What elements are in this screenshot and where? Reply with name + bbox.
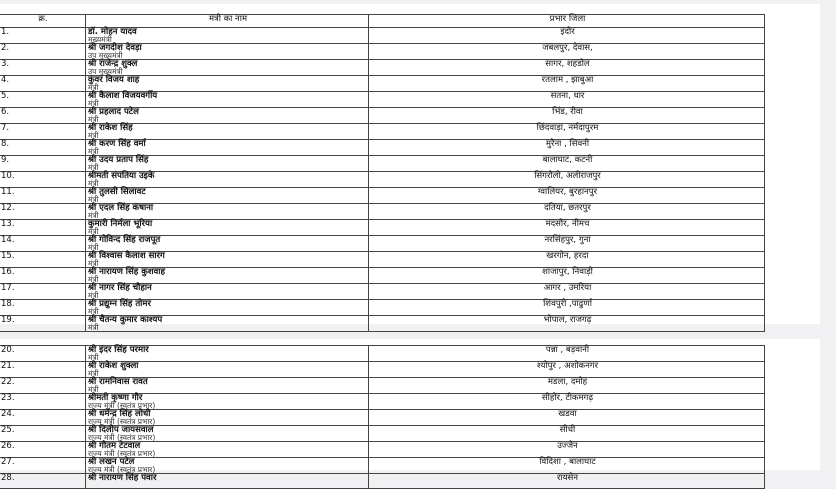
in-charge-district: सागर, शहडोल <box>369 60 765 76</box>
minister-designation: मंत्री <box>88 163 99 172</box>
minister-designation: मंत्री <box>88 243 99 252</box>
minister-cell <box>86 44 369 60</box>
minister-name: श्री राजेन्द्र शुक्ल <box>88 59 138 69</box>
serial-number: 18. <box>0 300 86 316</box>
serial-number: 16. <box>0 268 86 284</box>
header-district: प्रभार जिला <box>369 15 765 28</box>
table-row <box>0 220 765 236</box>
minister-cell <box>86 156 369 172</box>
table-body-page-2 <box>0 346 765 489</box>
minister-name: श्री करण सिंह वर्मा <box>88 139 146 149</box>
table-row <box>0 28 765 44</box>
table-row <box>0 474 765 489</box>
minister-name: श्री कैलाश विजयवर्गीय <box>88 91 158 101</box>
minister-cell <box>86 172 369 188</box>
in-charge-district: सतना, धार <box>369 92 765 108</box>
in-charge-district: उज्जैन <box>369 442 765 458</box>
minister-cell <box>86 92 369 108</box>
in-charge-district: छिंदवाड़ा, नर्मदापुरम <box>369 124 765 140</box>
in-charge-district: शिवपुरी ,पांढुर्णा <box>369 300 765 316</box>
table-row <box>0 60 765 76</box>
minister-cell <box>86 236 369 252</box>
table-row <box>0 108 765 124</box>
minister-cell <box>86 124 369 140</box>
minister-designation: मंत्री <box>88 307 99 316</box>
header-serial: क्र. <box>0 15 86 28</box>
serial-number: 15. <box>0 252 86 268</box>
minister-designation: राज्य मंत्री (स्वतंत्र प्रभार) <box>88 417 156 426</box>
table-row <box>0 410 765 426</box>
serial-number: 20. <box>0 346 86 362</box>
minister-cell <box>86 252 369 268</box>
serial-number: 8. <box>0 140 86 156</box>
minister-cell <box>86 442 369 458</box>
minister-name: श्री इंदर सिंह परमार <box>88 345 149 355</box>
serial-number: 9. <box>0 156 86 172</box>
in-charge-district: सीहोर, टीकमगढ़ <box>369 394 765 410</box>
serial-number: 13. <box>0 220 86 236</box>
document-page-2 <box>0 339 820 483</box>
table-row <box>0 362 765 378</box>
serial-number: 24. <box>0 410 86 426</box>
serial-number: 14. <box>0 236 86 252</box>
table-row <box>0 188 765 204</box>
in-charge-district: मंडला, दमोह <box>369 378 765 394</box>
serial-number: 26. <box>0 442 86 458</box>
serial-number: 25. <box>0 426 86 442</box>
serial-number: 22. <box>0 378 86 394</box>
minister-designation: मंत्री <box>88 323 99 332</box>
in-charge-district: पन्ना , बड़वानी <box>369 346 765 362</box>
serial-number: 3. <box>0 60 86 76</box>
minister-designation: मंत्री <box>88 385 99 394</box>
minister-designation: राज्य मंत्री (स्वतंत्र प्रभार) <box>88 465 156 474</box>
table-row <box>0 346 765 362</box>
minister-name: श्री राकेश सिंह <box>88 123 133 133</box>
table-row <box>0 426 765 442</box>
serial-number: 17. <box>0 284 86 300</box>
table-row <box>0 236 765 252</box>
serial-number: 23. <box>0 394 86 410</box>
minister-table-page-1 <box>0 14 765 332</box>
minister-cell <box>86 204 369 220</box>
table-row <box>0 156 765 172</box>
minister-cell <box>86 268 369 284</box>
in-charge-district: भिंड, रीवा <box>369 108 765 124</box>
in-charge-district: बालाघाट, कटनी <box>369 156 765 172</box>
minister-designation: उप मुख्यमंत्री <box>88 51 123 60</box>
in-charge-district: जबलपुर, देवास, <box>369 44 765 60</box>
table-row <box>0 316 765 332</box>
table-row <box>0 124 765 140</box>
minister-designation: मंत्री <box>88 353 99 362</box>
in-charge-district: खंडवा <box>369 410 765 426</box>
minister-name: श्रीमती कृष्णा गौर <box>88 393 143 403</box>
serial-number: 12. <box>0 204 86 220</box>
minister-cell <box>86 220 369 236</box>
minister-name: श्री चैतन्य कुमार काश्यप <box>88 315 163 325</box>
minister-name: श्री राकेश शुक्ला <box>88 361 139 371</box>
table-row <box>0 204 765 220</box>
minister-name: श्री गोविन्द सिंह राजपूत <box>88 235 161 245</box>
in-charge-district: सिंगरौली, अलीराजपुर <box>369 172 765 188</box>
minister-name: कुंवर विजय शाह <box>88 75 140 85</box>
minister-designation: मंत्री <box>88 83 99 92</box>
table-row <box>0 378 765 394</box>
minister-name: श्री धर्मेन्द्र सिंह लोधी <box>88 409 151 419</box>
minister-cell <box>86 108 369 124</box>
minister-name: डॉ. मोहन यादव <box>88 27 137 37</box>
minister-name: श्री नारायण सिंह पंवार <box>88 473 157 483</box>
minister-name: श्री दिलीप जायसवाल <box>88 425 154 435</box>
minister-cell <box>86 346 369 362</box>
minister-cell <box>86 316 369 332</box>
table-row <box>0 92 765 108</box>
minister-name: श्री प्रहलाद पटेल <box>88 107 139 117</box>
minister-designation: मंत्री <box>88 369 99 378</box>
minister-name: श्री जगदीश देवड़ा <box>88 43 142 53</box>
in-charge-district: दतिया, छतरपुर <box>369 204 765 220</box>
minister-cell <box>86 410 369 426</box>
table-row <box>0 394 765 410</box>
serial-number: 27. <box>0 458 86 474</box>
table-row <box>0 76 765 92</box>
in-charge-district: खरगोन, हरदा <box>369 252 765 268</box>
minister-cell <box>86 140 369 156</box>
minister-name: श्री रामनिवास रावत <box>88 377 148 387</box>
document-page-1 <box>0 4 820 332</box>
minister-cell <box>86 28 369 44</box>
minister-designation: राज्य मंत्री (स्वतंत्र प्रभार) <box>88 449 156 458</box>
in-charge-district: श्योपुर , अशोकनगर <box>369 362 765 378</box>
in-charge-district: मंदसौर, नीमच <box>369 220 765 236</box>
minister-designation: मंत्री <box>88 115 99 124</box>
minister-designation: राज्य मंत्री (स्वतंत्र प्रभार) <box>88 401 156 410</box>
table-row <box>0 172 765 188</box>
table-row <box>0 252 765 268</box>
minister-designation: मंत्री <box>88 99 99 108</box>
in-charge-district: सीधी <box>369 426 765 442</box>
serial-number: 1. <box>0 28 86 44</box>
minister-name: श्रीमती संपतिया उइके <box>88 171 155 181</box>
table-row <box>0 140 765 156</box>
header-minister-name: मंत्री का नाम <box>86 15 369 28</box>
minister-designation: मंत्री <box>88 211 99 220</box>
minister-name: श्री नारायण सिंह कुशवाह <box>88 267 165 277</box>
minister-cell <box>86 76 369 92</box>
in-charge-district: मुरैना , सिवनी <box>369 140 765 156</box>
minister-designation: मंत्री <box>88 259 99 268</box>
minister-cell <box>86 378 369 394</box>
minister-name: श्री नागर सिंह चौहान <box>88 283 152 293</box>
minister-name: श्री एदल सिंह कंषाना <box>88 203 154 213</box>
serial-number: 5. <box>0 92 86 108</box>
minister-cell <box>86 474 369 489</box>
serial-number: 7. <box>0 124 86 140</box>
in-charge-district: ग्वालियर, बुरहानपुर <box>369 188 765 204</box>
minister-cell <box>86 394 369 410</box>
minister-designation: मंत्री <box>88 179 99 188</box>
in-charge-district: आगर , उमरिया <box>369 284 765 300</box>
minister-designation: मंत्री <box>88 291 99 300</box>
minister-cell <box>86 300 369 316</box>
serial-number: 10. <box>0 172 86 188</box>
table-row <box>0 268 765 284</box>
table-row <box>0 442 765 458</box>
table-row <box>0 300 765 316</box>
minister-designation: राज्य मंत्री (स्वतंत्र प्रभार) <box>88 433 156 442</box>
minister-cell <box>86 458 369 474</box>
in-charge-district: विदिशा , बालाघाट <box>369 458 765 474</box>
table-body-page-1 <box>0 28 765 332</box>
minister-cell <box>86 426 369 442</box>
table-header-row <box>0 15 765 28</box>
serial-number: 11. <box>0 188 86 204</box>
minister-table-page-2 <box>0 345 765 489</box>
serial-number: 19. <box>0 316 86 332</box>
minister-cell <box>86 60 369 76</box>
minister-cell <box>86 188 369 204</box>
minister-designation: उप मुख्यमंत्री <box>88 67 123 76</box>
minister-designation: मंत्री <box>88 131 99 140</box>
in-charge-district: रायसेन <box>369 474 765 489</box>
serial-number: 4. <box>0 76 86 92</box>
minister-name: श्री तुलसी सिलावट <box>88 187 146 197</box>
minister-cell <box>86 284 369 300</box>
in-charge-district: भोपाल, राजगढ़ <box>369 316 765 332</box>
serial-number: 21. <box>0 362 86 378</box>
table-row <box>0 458 765 474</box>
serial-number: 2. <box>0 44 86 60</box>
minister-cell <box>86 362 369 378</box>
in-charge-district: नरसिंहपुर, गुना <box>369 236 765 252</box>
minister-name: श्री विश्वास कैलाश सारंग <box>88 251 165 261</box>
minister-designation: मंत्री <box>88 275 99 284</box>
minister-name: कुमारी निर्मला भूरिया <box>88 219 153 229</box>
minister-designation: मंत्री <box>88 227 99 236</box>
minister-name: श्री प्रद्युम्न सिंह तोमर <box>88 299 151 309</box>
minister-name: श्री लखन पटेल <box>88 457 135 467</box>
table-row <box>0 284 765 300</box>
in-charge-district: इंदौर <box>369 28 765 44</box>
serial-number: 6. <box>0 108 86 124</box>
minister-designation: मंत्री <box>88 147 99 156</box>
minister-name: श्री उदय प्रताप सिंह <box>88 155 149 165</box>
in-charge-district: रतलाम , झाबुआ <box>369 76 765 92</box>
in-charge-district: शाजापुर, निवाड़ी <box>369 268 765 284</box>
minister-designation: मुख्यमंत्री <box>88 35 112 44</box>
minister-designation: मंत्री <box>88 195 99 204</box>
serial-number: 28. <box>0 474 86 489</box>
table-row <box>0 44 765 60</box>
minister-name: श्री गौतम टेटवाल <box>88 441 141 451</box>
